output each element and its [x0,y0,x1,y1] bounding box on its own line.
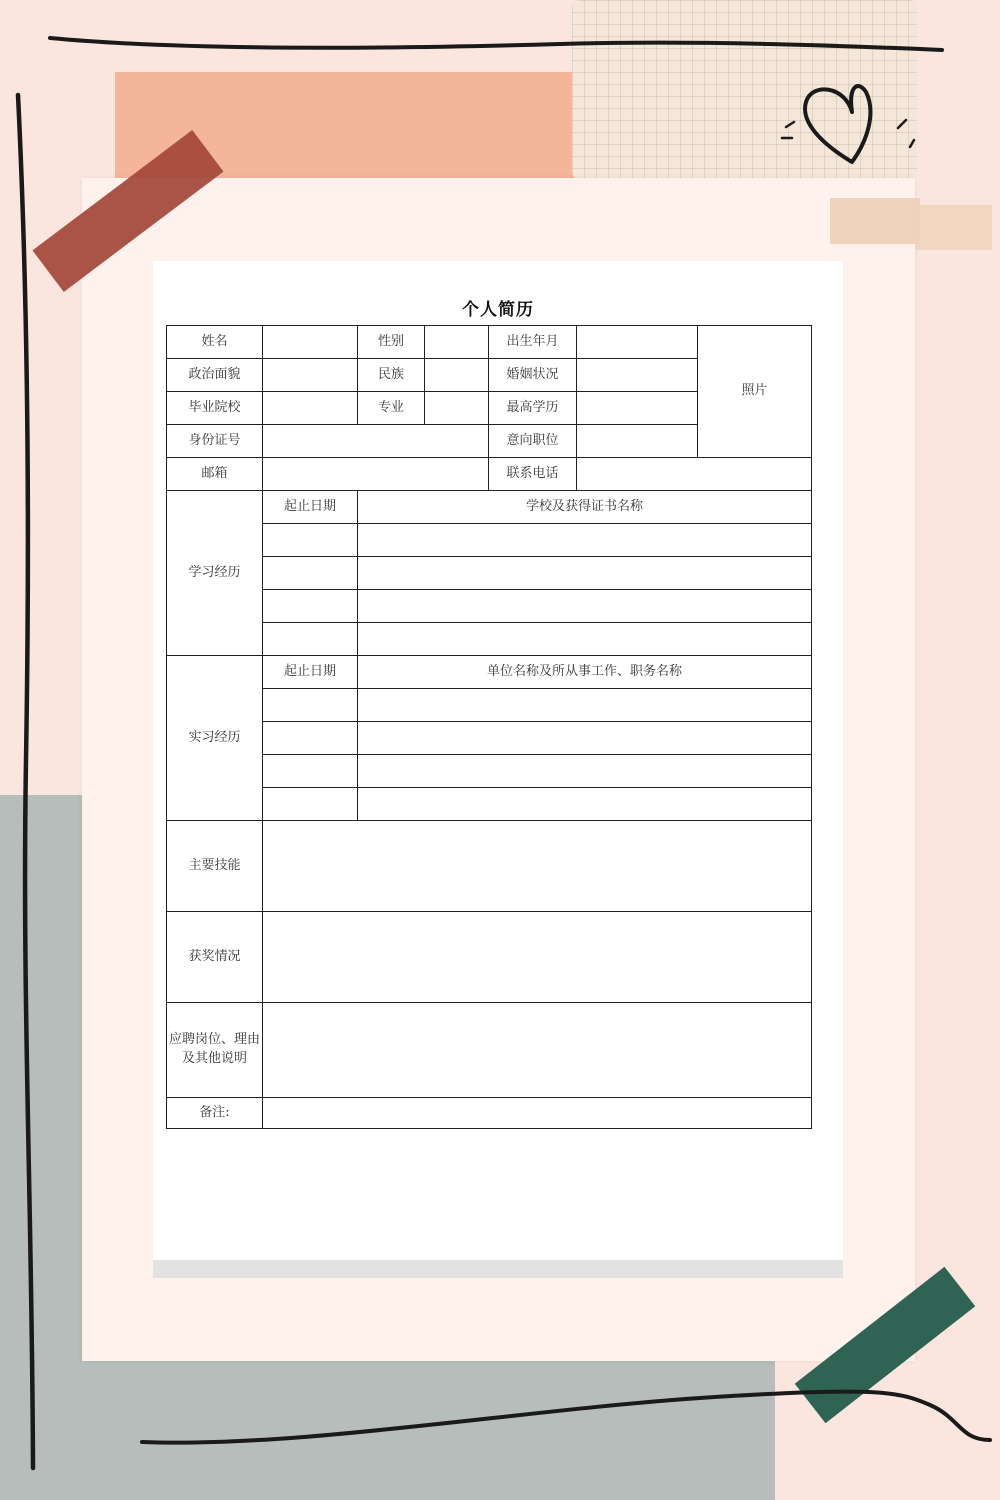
marital-label: 婚姻状况 [489,359,577,392]
left-ink-line [18,95,33,1468]
apply-label: 应聘岗位、理由及其他说明 [167,1003,263,1098]
bottom-ink-line [142,1392,990,1443]
birth-label: 出生年月 [489,326,577,359]
major-label: 专业 [358,392,425,425]
phone-label: 联系电话 [489,458,577,491]
study-date-header: 起止日期 [263,491,358,524]
awards-label: 获奖情况 [167,912,263,1003]
study-detail-header: 学校及获得证书名称 [358,491,812,524]
document-title: 个人简历 [462,300,534,320]
school-label: 毕业院校 [167,392,263,425]
skills-label: 主要技能 [167,821,263,912]
heart-doodle [805,86,870,162]
photo-label: 照片 [741,383,768,399]
internship-section-label: 实习经历 [167,656,263,821]
doodle-mark-left [782,122,794,138]
political-label: 政治面貌 [167,359,263,392]
email-label: 邮箱 [167,458,263,491]
education-label: 最高学历 [489,392,577,425]
internship-detail-header: 单位名称及所从事工作、职务名称 [358,656,812,689]
position-label: 意向职位 [489,425,577,458]
doodle-mark-right [898,120,914,147]
id-label: 身份证号 [167,425,263,458]
internship-date-header: 起止日期 [263,656,358,689]
name-label: 姓名 [167,326,263,359]
remarks-label: 备注: [167,1098,263,1129]
ethnicity-label: 民族 [358,359,425,392]
study-section-label: 学习经历 [167,491,263,656]
top-ink-line [50,38,942,50]
gender-label: 性别 [358,326,425,359]
